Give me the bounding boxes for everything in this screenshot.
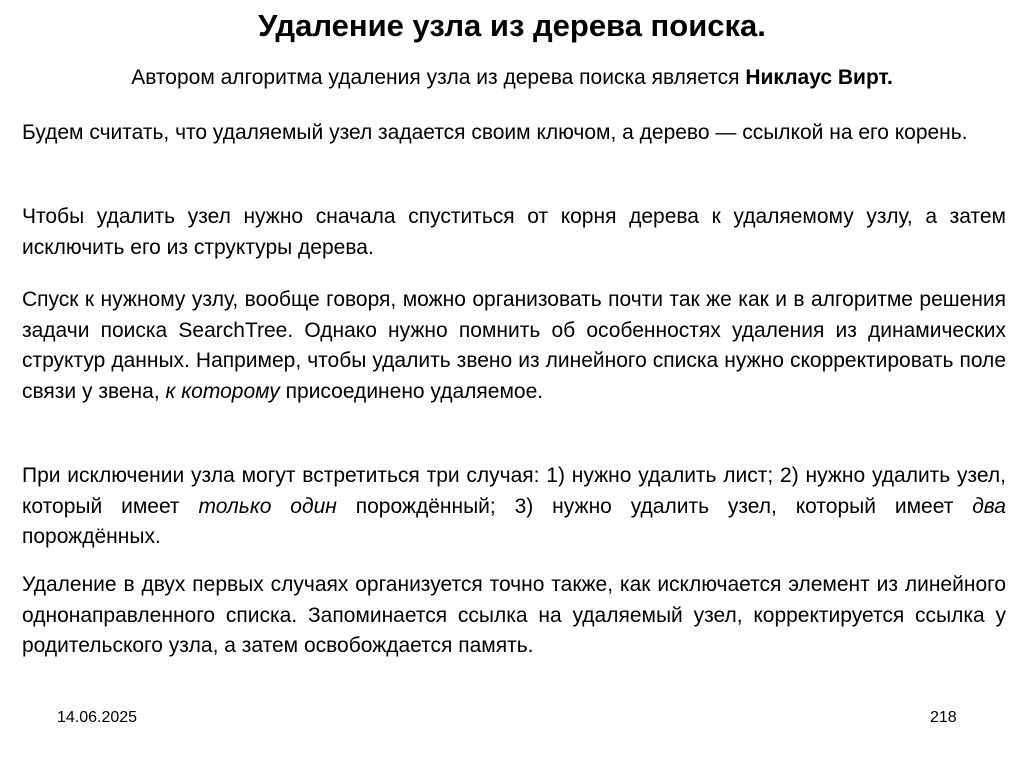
- slide-title: Удаление узла из дерева поиска.: [258, 8, 766, 43]
- footer-page-number: 218: [930, 709, 957, 726]
- paragraph-text: Спуск к нужному узлу, вообще говоря, можно организовать почти так же как и в алгоритме решения задачи поиска SearchTree. Однако нужно помнить об особенностях удаления из динамических структур данных. Например, чтобы удалить звено из линейного списка нужно скорректировать поле связи у звена,: [22, 288, 1006, 403]
- footer-date: 14.06.2025: [57, 709, 138, 726]
- paragraph-descent-details: [22, 285, 1006, 407]
- author-name: Никлаус Вирт.: [745, 66, 893, 89]
- paragraph-key-definition: Будем считать, что удаляемый узел задается своим ключом, а дерево — ссылкой на его корень.: [22, 121, 968, 144]
- author-line: [0, 64, 1024, 92]
- paragraph-three-cases: [22, 461, 1006, 553]
- emphasis-text: к которому: [165, 379, 280, 403]
- author-line-text: Автором алгоритма удаления узла из дерева поиска является: [131, 66, 746, 89]
- emphasis-text: два: [972, 494, 1006, 518]
- paragraph-text: присоединено удаляемое.: [279, 379, 544, 403]
- paragraph-descend-and-remove: Чтобы удалить узел нужно сначала спуститься от корня дерева к удаляемому узлу, а затем исключить его из структуры дерева.: [22, 205, 1006, 259]
- emphasis-text: только один: [198, 494, 337, 518]
- paragraph-text: При исключении узла могут встретиться три случая: 1) нужно удалить лист; 2) нужно удалить узел, который имеет: [22, 464, 1006, 518]
- paragraph-text: порождённых.: [22, 525, 161, 548]
- paragraph-text: порождённый; 3) нужно удалить узел, который имеет: [336, 494, 973, 518]
- paragraph-first-two-cases: Удаление в двух первых случаях организуется точно также, как исключается элемент из линейного однонаправленного списка. Запоминается ссылка на удаляемый узел, корректируется ссылка у родительского узла, а затем освобождается память.: [22, 573, 1006, 657]
